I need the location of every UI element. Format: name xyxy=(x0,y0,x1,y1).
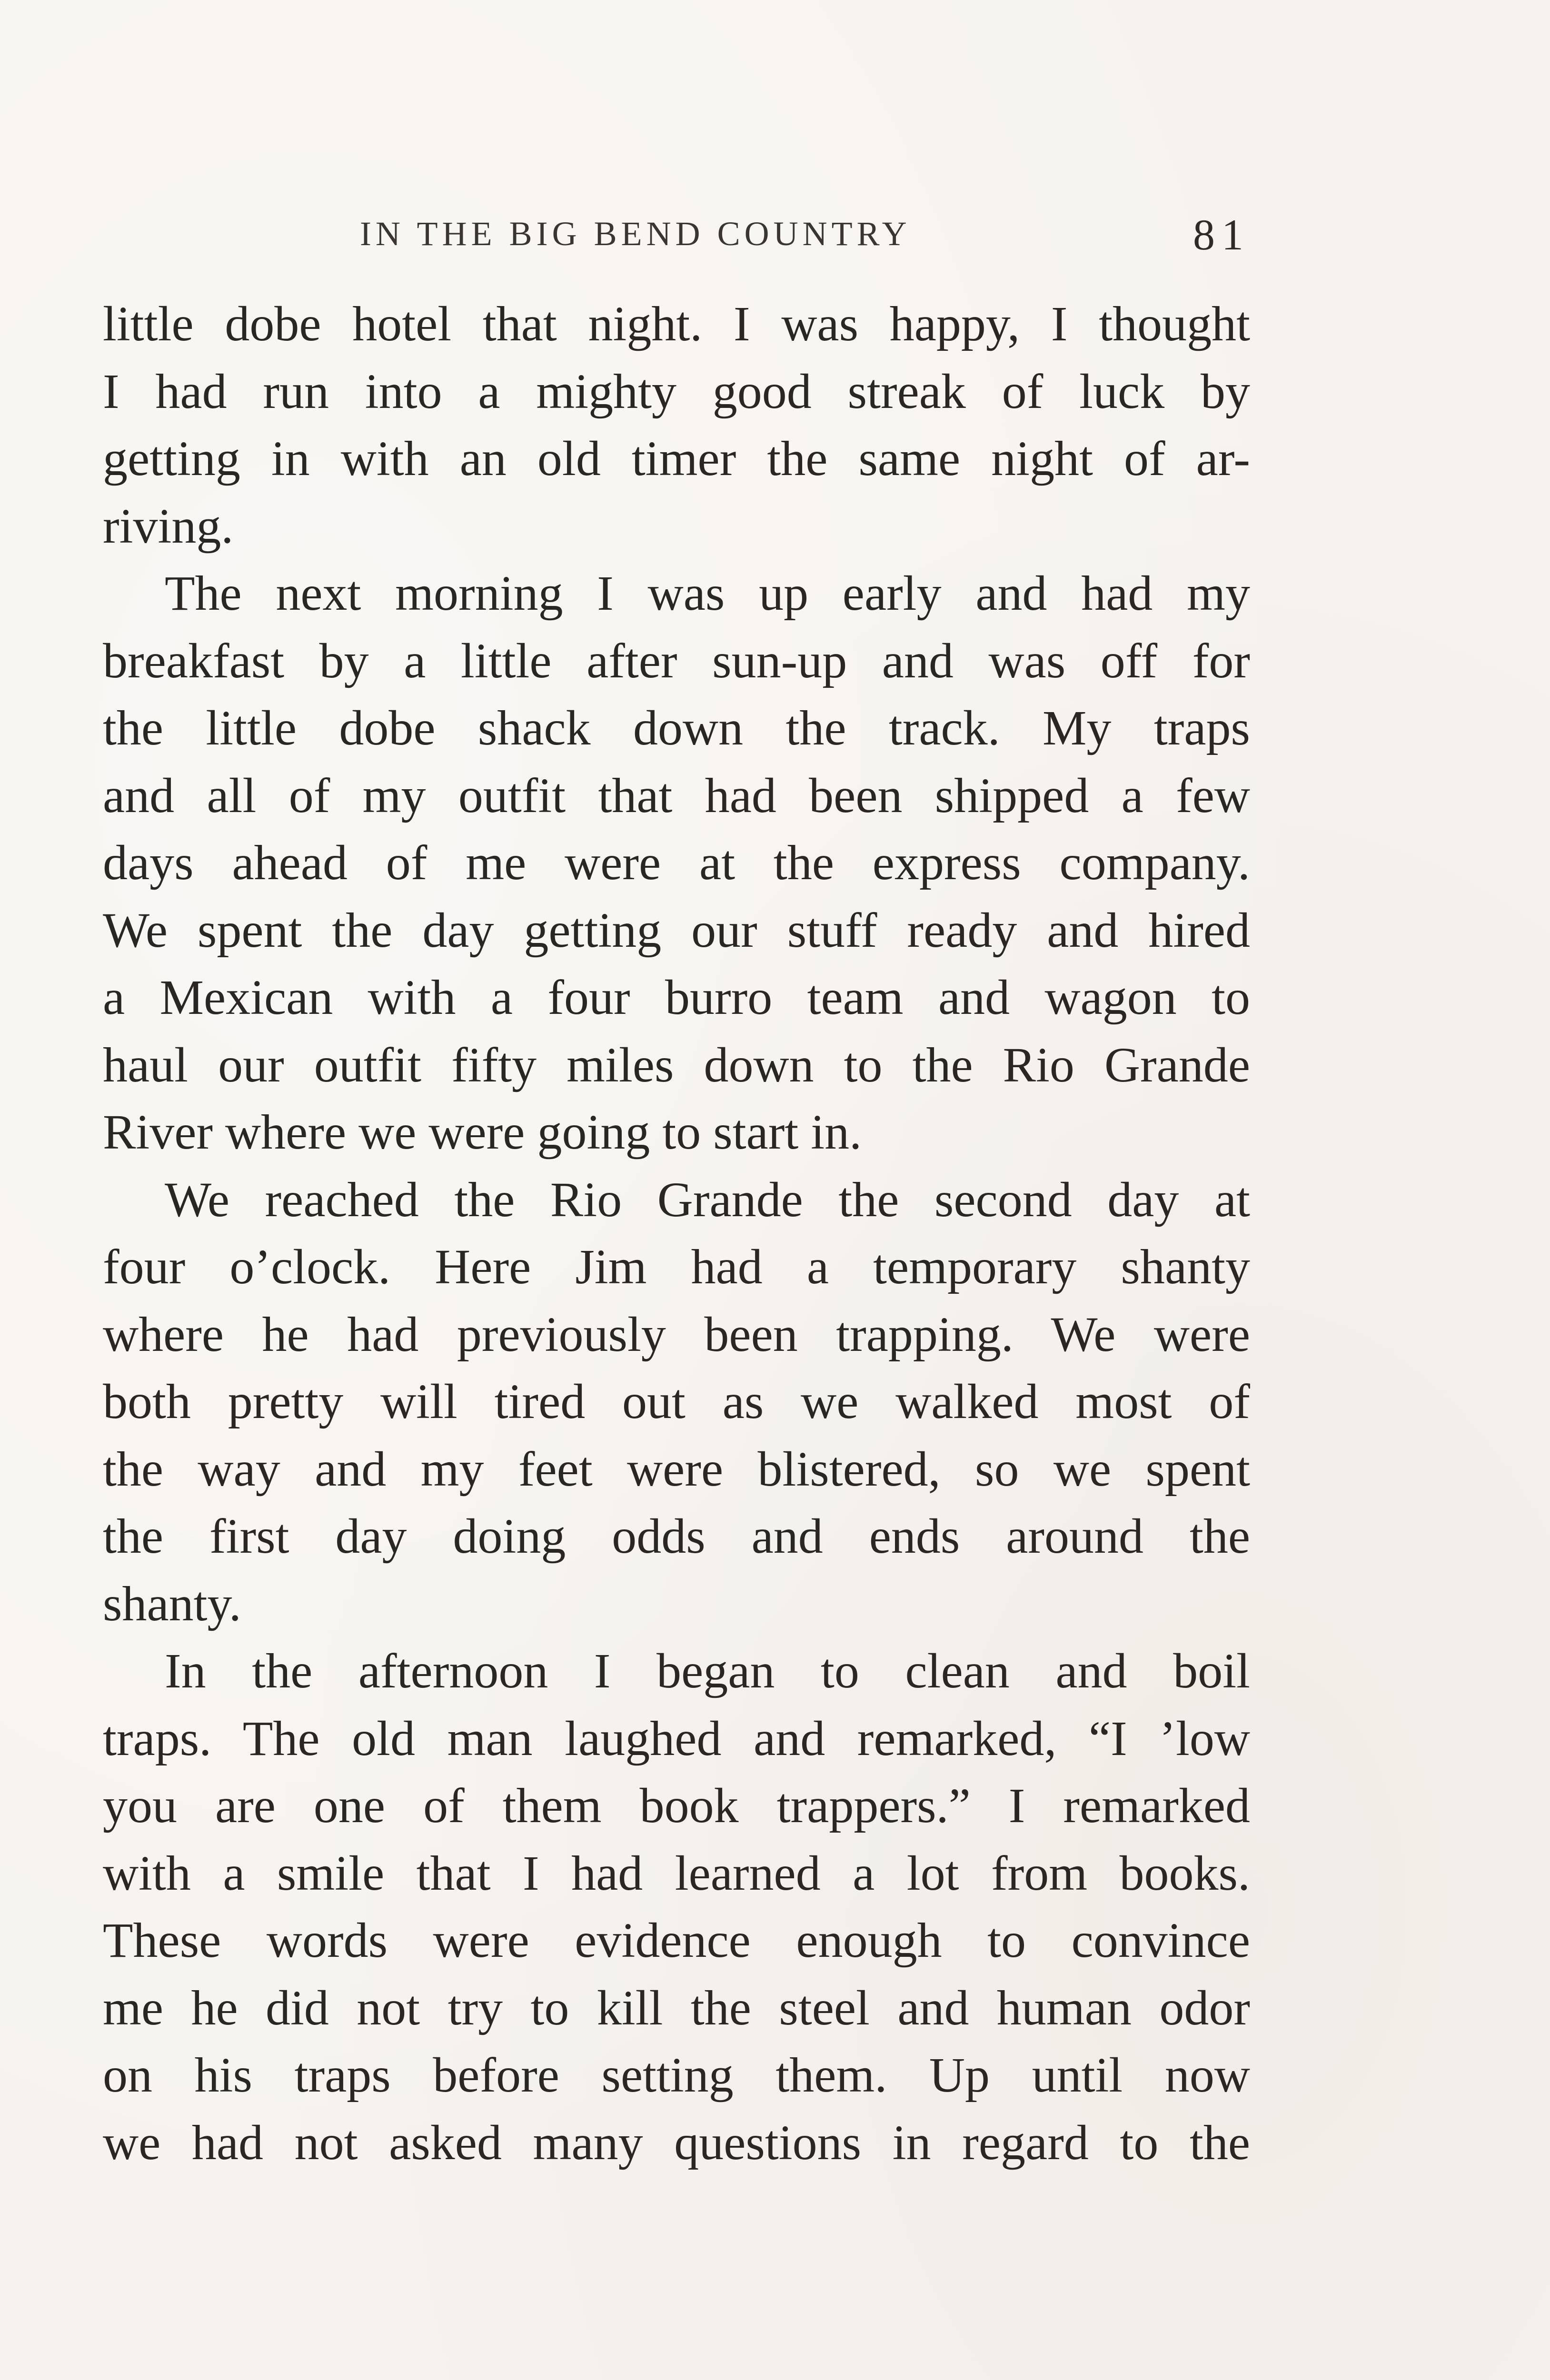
body-text xyxy=(103,290,1250,2176)
text-line: shanty. xyxy=(103,1576,241,1631)
text-line: a Mexican with a four burro team and wagon to xyxy=(103,970,1250,1025)
text-line: me he did not try to kill the steel and human odor xyxy=(103,1980,1250,2035)
text-line: both pretty will tired out as we walked most of xyxy=(103,1374,1250,1429)
page-number: 81 xyxy=(1193,210,1250,259)
running-head xyxy=(103,209,1250,262)
text-line: We reached the Rio Grande the second day at xyxy=(165,1172,1250,1227)
text-line: the first day doing odds and ends around the xyxy=(103,1509,1250,1564)
text-line: These words were evidence enough to convince xyxy=(103,1913,1250,1968)
text-line: you are one of them book trappers.” I remarked xyxy=(103,1778,1250,1833)
text-line: In the afternoon I began to clean and boil xyxy=(165,1644,1250,1698)
text-line: the little dobe shack down the track. My traps xyxy=(103,701,1250,755)
text-line: where he had previously been trapping. We were xyxy=(103,1307,1250,1362)
text-line: We spent the day getting our stuff ready and hired xyxy=(103,902,1250,958)
text-line: the way and my feet were blistered, so we spent xyxy=(103,1441,1250,1497)
text-line: on his traps before setting them. Up until now xyxy=(103,2048,1250,2102)
running-title: IN THE BIG BEND COUNTRY xyxy=(360,215,911,253)
text-line: with a smile that I had learned a lot from books. xyxy=(103,1845,1250,1901)
text-line: breakfast by a little after sun-up and was off for xyxy=(103,633,1250,688)
text-line: traps. The old man laughed and remarked, “I ’low xyxy=(103,1711,1250,1766)
text-line: little dobe hotel that night. I was happy, I thought xyxy=(103,297,1250,351)
text-line: days ahead of me were at the express company. xyxy=(103,835,1250,890)
text-line: getting in with an old timer the same night of ar- xyxy=(103,431,1250,486)
text-line: River where we were going to start in. xyxy=(103,1105,862,1160)
text-line: The next morning I was up early and had my xyxy=(165,566,1250,621)
text-line: four o’clock. Here Jim had a temporary shanty xyxy=(103,1240,1250,1294)
text-line: and all of my outfit that had been shipped a few xyxy=(103,768,1250,823)
text-line: haul our outfit fifty miles down to the Rio Grande xyxy=(103,1037,1250,1092)
text-line: I had run into a mighty good streak of luck by xyxy=(103,364,1250,419)
text-line: we had not asked many questions in regard to the xyxy=(103,2115,1250,2170)
text-line: riving. xyxy=(103,498,234,554)
